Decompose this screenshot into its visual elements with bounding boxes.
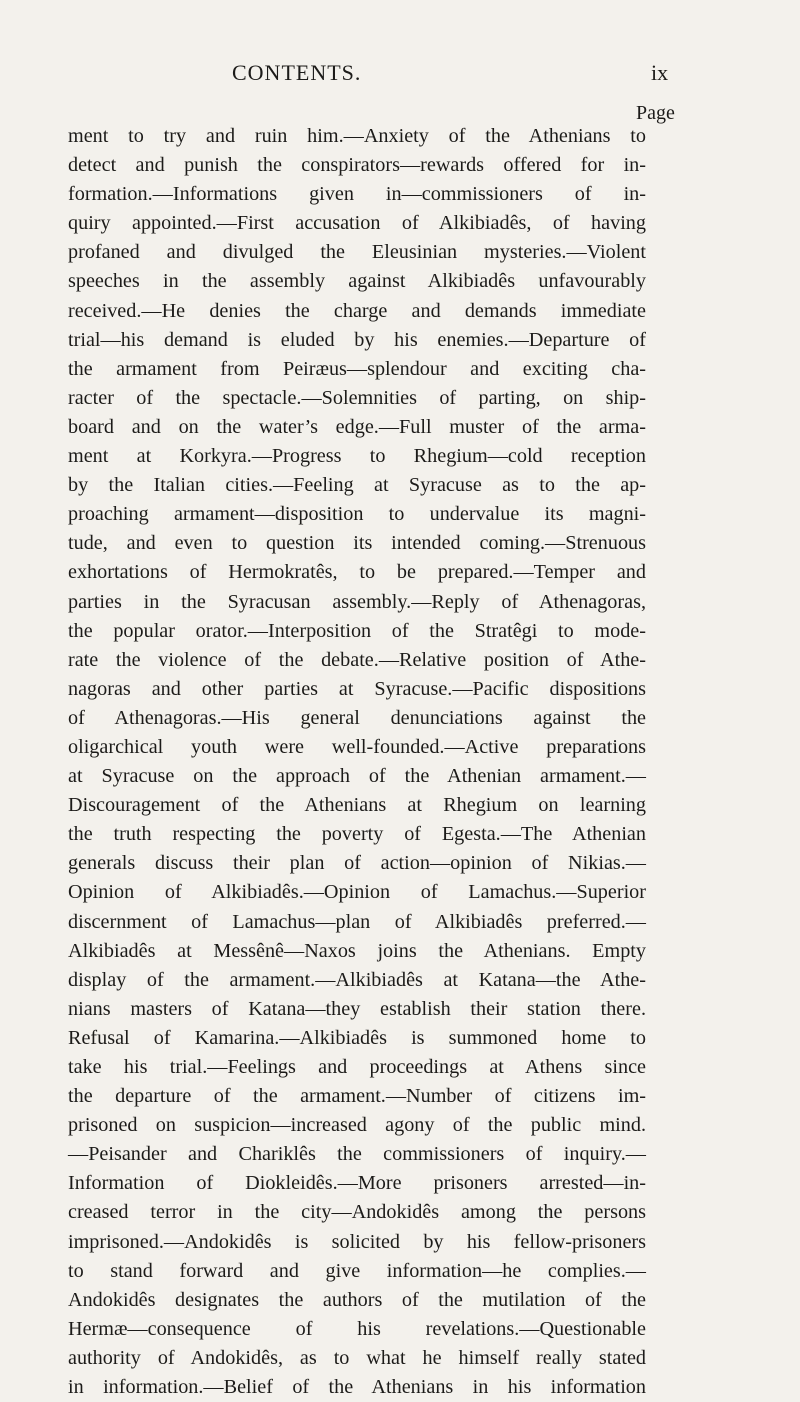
text-line: by the Italian cities.—Feeling at Syracuse as to the ap- xyxy=(68,474,646,497)
text-line: of Athenagoras.—His general denunciations against the xyxy=(68,706,646,729)
text-line: authority of Andokidês, as to what he himself really stated xyxy=(68,1346,646,1369)
text-line: speeches in the assembly against Alkibiadês unfavourably xyxy=(68,270,646,293)
text-line: proaching armament—disposition to undervalue its magni- xyxy=(68,503,646,526)
text-line: in information.—Belief of the Athenians in his information xyxy=(68,1376,646,1399)
text-line: Andokidês designates the authors of the mutilation of the xyxy=(68,1288,646,1311)
text-line: Opinion of Alkibiadês.—Opinion of Lamachus.—Superior xyxy=(68,881,646,904)
text-line: ment at Korkyra.—Progress to Rhegium—cold reception xyxy=(68,445,646,468)
text-line: discernment of Lamachus—plan of Alkibiadês preferred.— xyxy=(68,910,646,933)
text-line: exhortations of Hermokratês, to be prepared.—Temper and xyxy=(68,561,646,584)
text-line: Refusal of Kamarina.—Alkibiadês is summoned home to xyxy=(68,1026,646,1049)
text-line: nians masters of Katana—they establish their station there. xyxy=(68,997,646,1020)
text-line: the departure of the armament.—Number of citizens im- xyxy=(68,1085,646,1108)
text-line: prisoned on suspicion—increased agony of the public mind. xyxy=(68,1114,646,1137)
text-line: the truth respecting the poverty of Egesta.—The Athenian xyxy=(68,823,646,846)
text-line: formation.—Informations given in—commissioners of in- xyxy=(68,183,646,206)
text-line: board and on the water’s edge.—Full muster of the arma- xyxy=(68,415,646,438)
text-line: display of the armament.—Alkibiadês at Katana—the Athe- xyxy=(68,968,646,991)
text-line: the armament from Peiræus—splendour and exciting cha- xyxy=(68,357,646,380)
running-head xyxy=(0,60,800,90)
text-line: Alkibiadês at Messênê—Naxos joins the Athenians. Empty xyxy=(68,939,646,962)
text-line: received.—He denies the charge and demands immediate xyxy=(68,299,646,322)
text-line: parties in the Syracusan assembly.—Reply of Athenagoras, xyxy=(68,590,646,613)
text-line: trial—his demand is eluded by his enemies.—Departure of xyxy=(68,328,646,351)
text-line: —Peisander and Chariklês the commissioners of inquiry.— xyxy=(68,1143,646,1166)
text-line: rate the violence of the debate.—Relative position of Athe- xyxy=(68,648,646,671)
text-line: take his trial.—Feelings and proceedings at Athens since xyxy=(68,1056,646,1078)
text-line: to stand forward and give information—he complies.— xyxy=(68,1259,646,1282)
text-line: tude, and even to question its intended coming.—Strenuous xyxy=(68,532,646,555)
page-column-label: Page xyxy=(636,102,675,124)
text-line: imprisoned.—Andokidês is solicited by his fellow-prisoners xyxy=(68,1230,646,1253)
contents-paragraph xyxy=(68,122,646,1402)
text-line: creased terror in the city—Andokidês among the persons xyxy=(68,1201,646,1224)
running-head-title: CONTENTS. xyxy=(232,60,362,85)
text-line: Information of Diokleidês.—More prisoners arrested—in- xyxy=(68,1172,646,1195)
text-line: generals discuss their plan of action—opinion of Nikias.— xyxy=(68,852,646,875)
text-line: ment to try and ruin him.—Anxiety of the Athenians to xyxy=(68,125,646,147)
text-line: Hermæ—consequence of his revelations.—Questionable xyxy=(68,1317,646,1340)
text-line: oligarchical youth were well-founded.—Active preparations xyxy=(68,735,646,758)
text-line: racter of the spectacle.—Solemnities of parting, on ship- xyxy=(68,386,646,409)
text-line: Discouragement of the Athenians at Rhegium on learning xyxy=(68,794,646,817)
text-line: nagoras and other parties at Syracuse.—Pacific dispositions xyxy=(68,677,646,700)
text-line: profaned and divulged the Eleusinian mysteries.—Violent xyxy=(68,241,646,264)
text-line: detect and punish the conspirators—rewards offered for in- xyxy=(68,154,646,177)
text-line: quiry appointed.—First accusation of Alkibiadês, of having xyxy=(68,212,646,235)
page-number: ix xyxy=(651,60,669,85)
text-line: at Syracuse on the approach of the Athenian armament.— xyxy=(68,765,646,788)
text-line: the popular orator.—Interposition of the Stratêgi to mode- xyxy=(68,619,646,642)
